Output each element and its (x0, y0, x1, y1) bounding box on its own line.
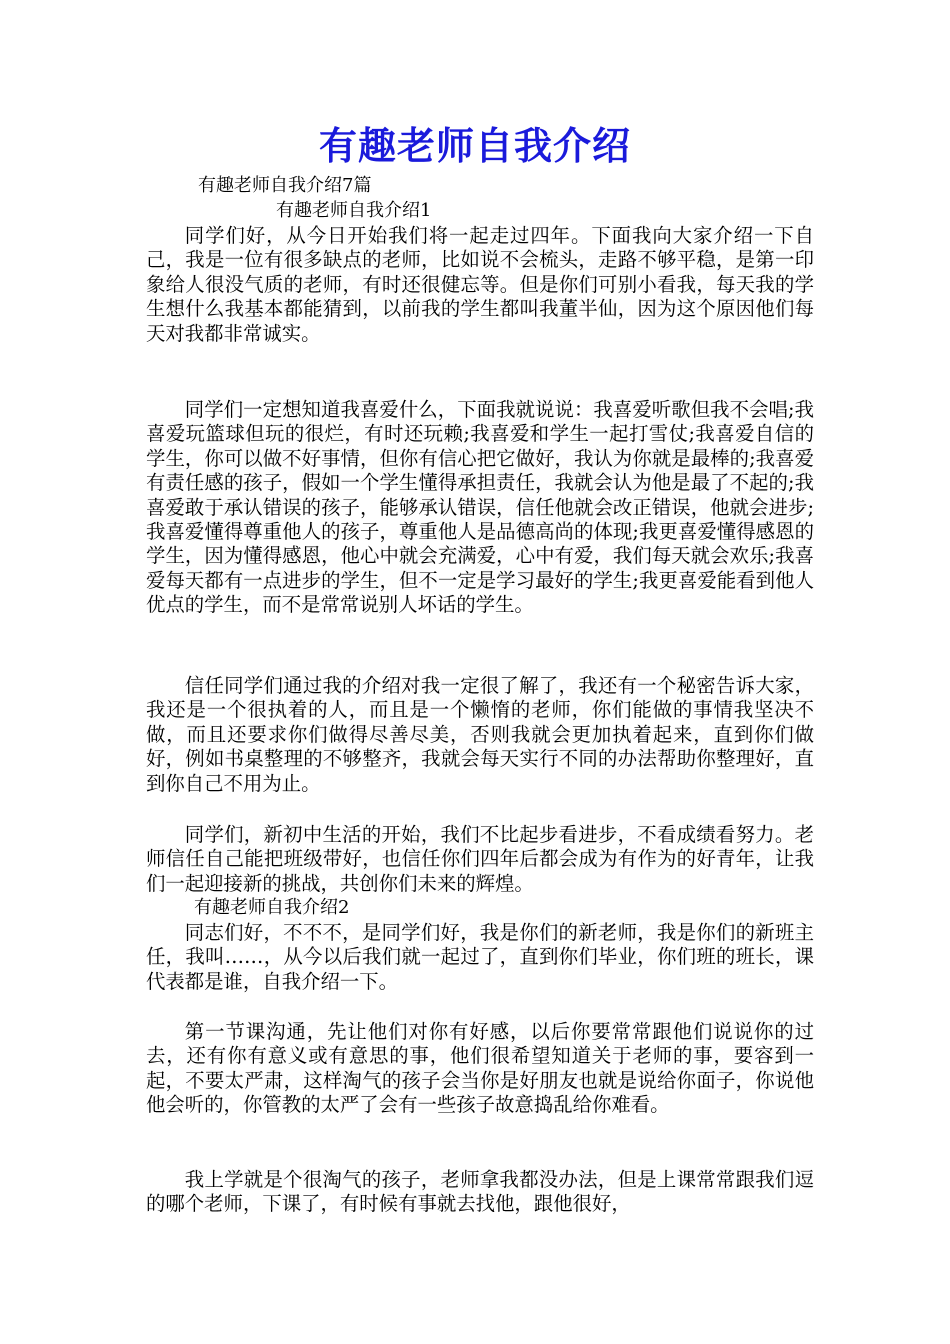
paragraph-2: 同学们一定想知道我喜爱什么，下面我就说说：我喜爱听歌但我不会唱;我喜爱玩篮球但玩的很烂，有时还玩赖;我喜爱和学生一起打雪仗;我喜爱自信的学生，你可以做不好事情，但你有信心把它做好，我认为你就是最棒的;我喜爱有责任感的孩子，假如一个学生懂得承担责任，我就会认为他是最了不起的;我喜爱敢于承认错误的孩子，能够承认错误，信任他就会改正错误，他就会进步;我喜爱懂得尊重他人的孩子，尊重他人是品德高尚的体现;我更喜爱懂得感恩的学生，因为懂得感恩，他心中就会充满爱，心中有爱，我们每天就会欢乐;我喜爱每天都有一点进步的学生，但不一定是学习最好的学生;我更喜爱能看到他人优点的学生，而不是常常说别人坏话的学生。 (146, 398, 814, 617)
section-heading-2: 有趣老师自我介绍2 (194, 897, 350, 918)
section-heading-1: 有趣老师自我介绍1 (276, 200, 432, 221)
document-title: 有趣老师自我介绍 (318, 124, 631, 168)
paragraph-7: 我上学就是个很淘气的孩子，老师拿我都没办法，但是上课常常跟我们逗的哪个老师，下课了，有时候有事就去找他，跟他很好， (146, 1168, 814, 1216)
paragraph-5: 同志们好，不不不，是同学们好，我是你们的新老师，我是你们的新班主任，我叫……，从今以后我们就一起过了，直到你们毕业，你们班的班长，课代表都是谁，自我介绍一下。 (146, 921, 814, 993)
paragraph-4: 同学们，新初中生活的开始，我们不比起步看进步，不看成绩看努力。老师信任自己能把班级带好，也信任你们四年后都会成为有作为的好青年，让我们一起迎接新的挑战，共创你们未来的辉煌。 (146, 823, 814, 895)
paragraph-3: 信任同学们通过我的介绍对我一定很了解了，我还有一个秘密告诉大家，我还是一个很执着的人，而且是一个懒惰的老师，你们能做的事情我坚决不做，而且还要求你们做得尽善尽美，否则我就会更加执着起来，直到你们做好，例如书桌整理的不够整齐，我就会每天实行不同的办法帮助你整理好，直到你自己不用为止。 (146, 674, 814, 795)
paragraph-6: 第一节课沟通，先让他们对你有好感，以后你要常常跟他们说说你的过去，还有你有意义或有意思的事，他们很希望知道关于老师的事，要容到一起，不要太严肃，这样淘气的孩子会当你是好朋友也就是说给你面子，你说他他会听的，你管教的太严了会有一些孩子故意捣乱给你难看。 (146, 1020, 814, 1117)
paragraph-1: 同学们好，从今日开始我们将一起走过四年。下面我向大家介绍一下自己，我是一位有很多缺点的老师，比如说不会梳头，走路不够平稳，是第一印象给人很没气质的老师，有时还很健忘等。但是你们可别小看我，每天我的学生想什么我基本都能猜到，以前我的学生都叫我董半仙，因为这个原因他们每天对我都非常诚实。 (146, 224, 814, 345)
document-subtitle: 有趣老师自我介绍7篇 (198, 175, 372, 196)
